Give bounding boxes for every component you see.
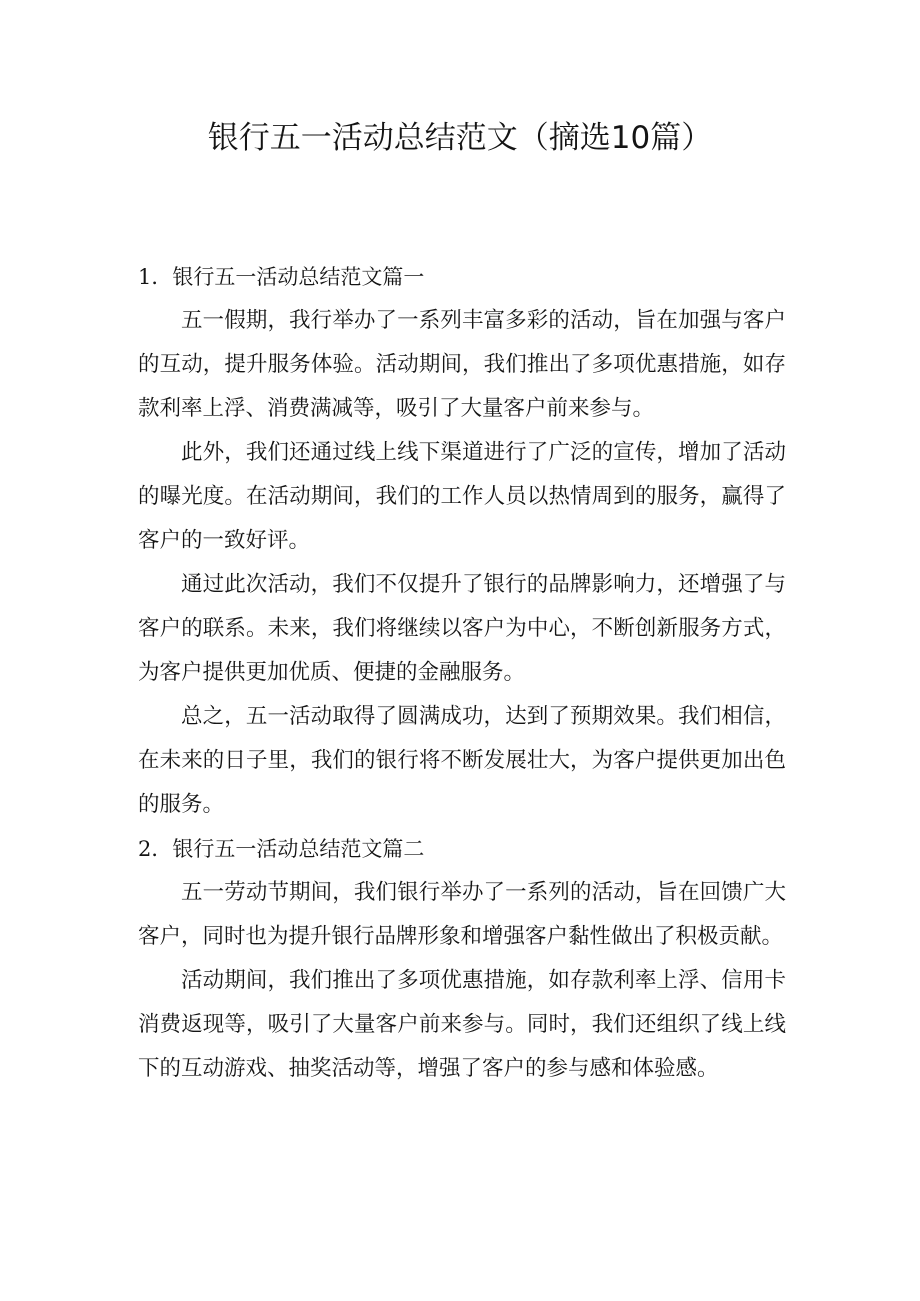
paragraph: 五一假期，我行举办了一系列丰富多彩的活动，旨在加强与客户的互动，提升服务体验。活动期间，我们推出了多项优惠措施，如存款利率上浮、消费满减等，吸引了大量客户前来参与。 — [138, 308, 786, 421]
paragraph: 总之，五一活动取得了圆满成功，达到了预期效果。我们相信，在未来的日子里，我们的银行将不断发展壮大，为客户提供更加出色的服务。 — [138, 704, 786, 817]
paragraph: 活动期间，我们推出了多项优惠措施，如存款利率上浮、信用卡消费返现等，吸引了大量客户前来参与。同时，我们还组织了线上线下的互动游戏、抽奖活动等，增强了客户的参与感和体验感。 — [138, 968, 786, 1081]
section-heading: 2．银行五一活动总结范文篇二 — [138, 837, 425, 861]
document-body — [138, 255, 786, 1091]
paragraph: 通过此次活动，我们不仅提升了银行的品牌影响力，还增强了与客户的联系。未来，我们将继续以客户为中心，不断创新服务方式，为客户提供更加优质、便捷的金融服务。 — [138, 572, 786, 685]
section-2 — [138, 827, 786, 1091]
paragraph: 五一劳动节期间，我们银行举办了一系列的活动，旨在回馈广大客户，同时也为提升银行品牌形象和增强客户黏性做出了积极贡献。 — [138, 880, 786, 949]
paragraph: 此外，我们还通过线上线下渠道进行了广泛的宣传，增加了活动的曝光度。在活动期间，我们的工作人员以热情周到的服务，赢得了客户的一致好评。 — [138, 440, 786, 553]
section-1 — [138, 255, 786, 827]
document-title: 银行五一活动总结范文（摘选10篇） — [207, 120, 713, 156]
section-heading: 1．银行五一活动总结范文篇一 — [138, 265, 425, 289]
